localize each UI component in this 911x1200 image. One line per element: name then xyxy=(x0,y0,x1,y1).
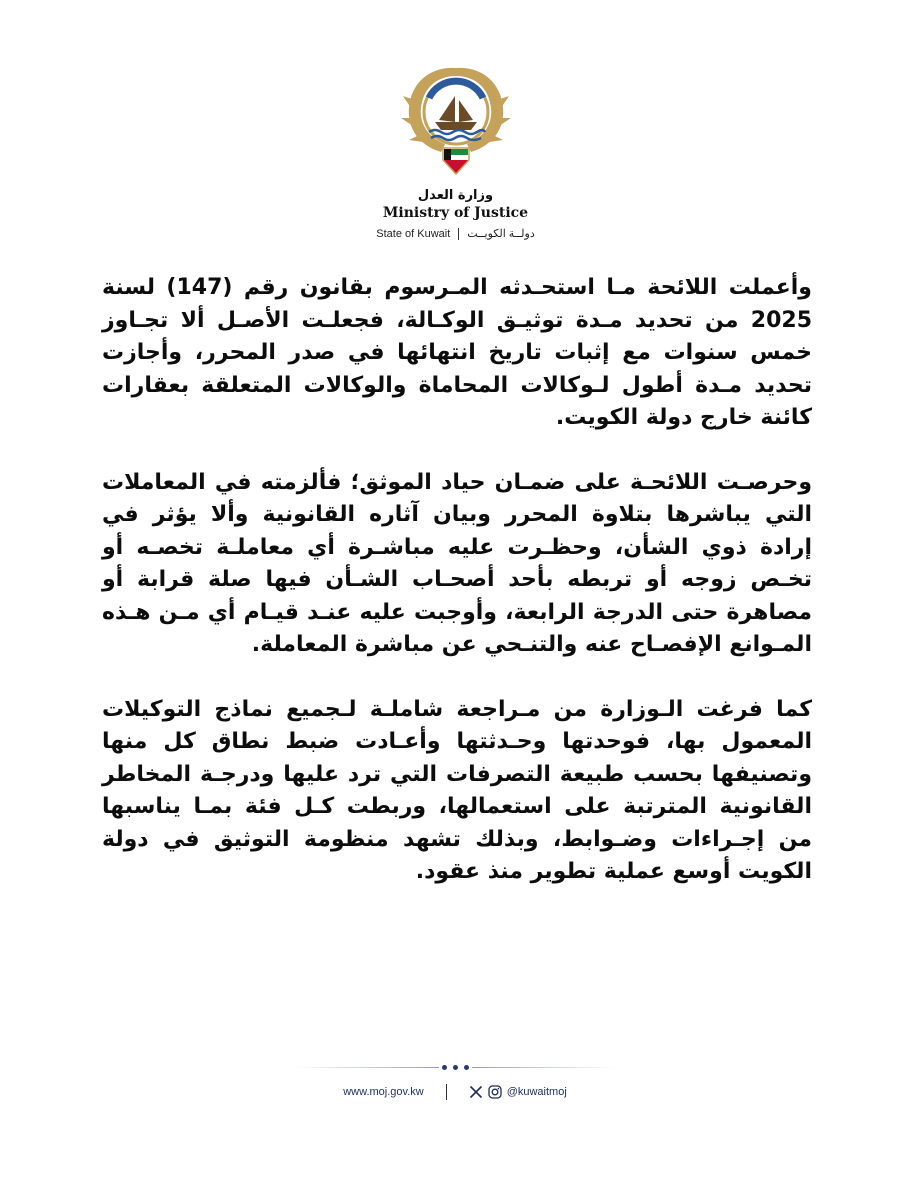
divider xyxy=(458,228,459,240)
ministry-name-english: Ministry of Justice xyxy=(382,205,529,221)
x-logo-icon[interactable] xyxy=(469,1085,483,1099)
social-handle[interactable]: @kuwaitmoj xyxy=(506,1086,567,1098)
statement-body xyxy=(102,272,812,921)
paragraph-1: وأعملت اللائحة مـا استحـدثه المـرسوم بقانون رقم (147) لسنة 2025 من تحديد مـدة توثيـق الوكـالة، فجعلـت الأصـل ألا تجـاوز خمس سنوات مع إثبات تاريخ انتهائها في صدر المحرر، وأجازت تحديد مـدة أطول لـوكالات المحاماة والوكالات المتعلقة بعقارات كائنة خارج دولة الكويت. xyxy=(102,275,812,430)
footer-divider xyxy=(295,1061,615,1073)
paragraph-2: وحرصـت اللائحـة على ضمـان حياد الموثق؛ فألزمته في المعاملات التي يباشرها بتلاوة المحرر وبيان آثاره القانونية وألا يؤثر في إرادة ذوي الشأن، وحظـرت عليه مباشـرة أي معاملـة تخصـه أو تخـص زوجه أو تربطه بأحد أصحـاب الشـأن فيها صلة قرابة أو مصاهرة حتى الدرجة الرابعة، وأوجبت عليه عنـد قيـام أي مـن هـذه المـوانع الإفصـاح عنه والتنـحي عن مباشرة المعاملة. xyxy=(102,469,812,657)
letterhead xyxy=(0,60,911,240)
state-line xyxy=(376,227,534,240)
divider-dot xyxy=(453,1065,458,1070)
social-handle-group[interactable] xyxy=(469,1085,567,1099)
instagram-icon[interactable] xyxy=(488,1085,502,1099)
footer xyxy=(295,1055,615,1117)
divider-line-left xyxy=(295,1067,439,1068)
paragraph-3: كما فرغت الـوزارة من مـراجعة شاملـة لـجميع نماذج التوكيلات المعمول بها، فوحدتها وحـدثتها وأعـادت ضبط نطاق كل منها وتصنيفها بحسب طبيعة التصرفات التي ترد عليها ودرجـة المخاطر القانونية المترتبة على استعمالها، وربطت كـل فئة بمـا يناسبها من إجـراءات وضـوابط، وبذلك تشهد منظومة التوثيق في دولة الكويت أوسع عملية تطوير منذ عقود. xyxy=(102,696,812,884)
divider-dot xyxy=(464,1065,469,1070)
state-name-english: State of Kuwait xyxy=(376,227,451,240)
footer-links xyxy=(295,1081,615,1103)
state-name-arabic: دولــة الكويــت xyxy=(467,228,535,240)
divider-line-right xyxy=(472,1067,616,1068)
ministry-name-arabic: وزارة العدل xyxy=(417,188,494,203)
kuwait-emblem-icon xyxy=(401,60,511,178)
divider xyxy=(446,1084,447,1100)
website-link[interactable]: www.moj.gov.kw xyxy=(343,1086,424,1098)
divider-dot xyxy=(442,1065,447,1070)
